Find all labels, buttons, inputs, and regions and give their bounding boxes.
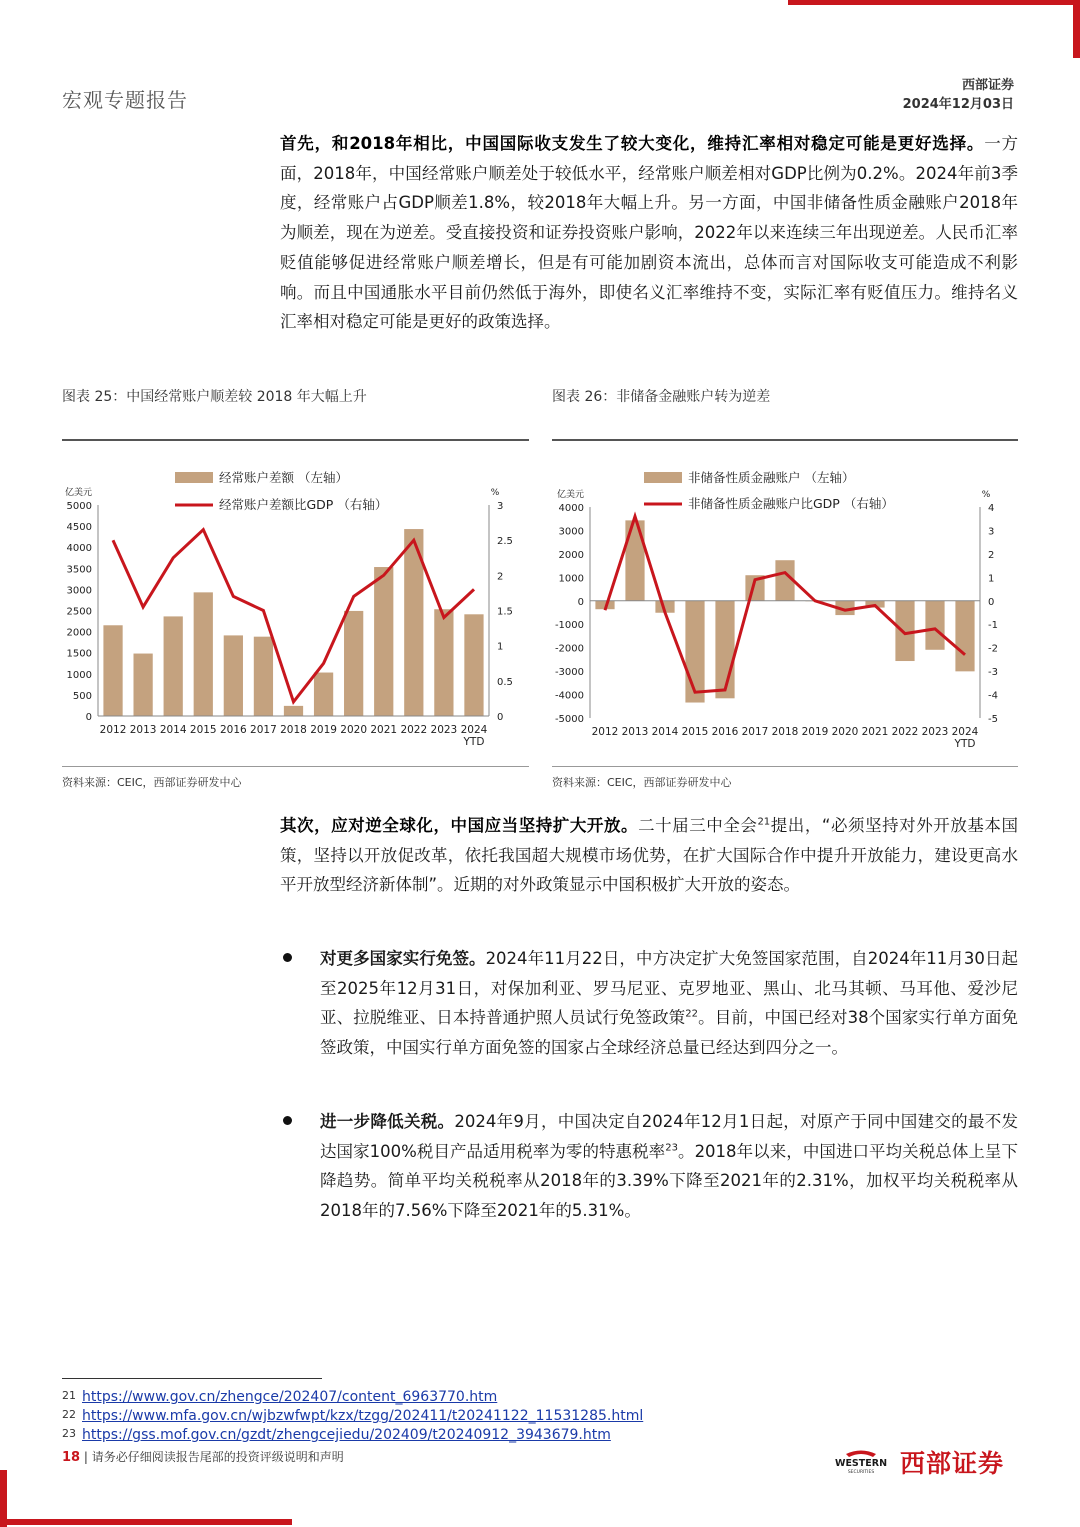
paragraph-body: 一方面，2018年，中国经常账户顺差处于较低水平，经常账户顺差相对GDP比例为0.2%。2024年前3季度，经常账户占GDP顺差1.8%，较2018年大幅上升。另一方面，中国非储备性质金融账户2018年为顺差，现在为逆差。受直接投资和证券投资账户影响，2022年以来连续三年出现逆差。人民币汇率贬值能够促进经常账户顺差增长，但是有可能加剧资本流出，总体而言对国际收支可能造成不利影响。而且中国通胀水平目前仍然低于海外，即使名义汇率维持不变，实际汇率有贬值压力。维持名义汇率相对稳定可能是更好的政策选择。 [280, 134, 1018, 332]
chart-bar [374, 567, 393, 716]
header-brand: 西部证券 [961, 78, 1014, 93]
chart-bar [194, 592, 213, 716]
bullet-body: 。目前，中国已经对38个国家实行单方面免签政策，中国实行单方面免签的国家占全球经济总量已经达到四分之一。 [320, 1008, 1019, 1058]
paragraph-body: 二十届三中全会 [638, 816, 758, 835]
figure-25-bottom-rule [62, 766, 529, 767]
x-tick-label: 2024 [951, 726, 979, 738]
x-tick-label: 2019 [310, 724, 337, 736]
footer-disclaimer: 请务必仔细阅读报告尾部的投资评级说明和声明 [91, 1450, 344, 1464]
company-logo-text: 西部证券 [900, 1449, 1005, 1478]
x-tick-label: YTD [463, 736, 485, 748]
x-tick-label: 2016 [219, 724, 247, 736]
figure-26-source: 资料来源：CEIC，西部证券研发中心 [552, 776, 732, 789]
chart-bar [133, 654, 152, 716]
x-tick-label: 2016 [711, 726, 739, 738]
footnote-ref[interactable]: 21 [757, 816, 771, 828]
x-tick-label: 2017 [741, 726, 769, 738]
x-tick-label: 2020 [340, 724, 368, 736]
y-tick-label-left: 1500 [66, 648, 92, 660]
chart-bar [625, 520, 644, 600]
x-tick-label: 2014 [159, 724, 187, 736]
x-tick-label: 2023 [921, 726, 949, 738]
page-footer [62, 1448, 344, 1465]
x-tick-label: 2022 [400, 724, 428, 736]
y-axis-right-unit: % [981, 490, 991, 500]
x-tick-label: 2022 [891, 726, 919, 738]
legend-label: 经常账户差额 （左轴） [219, 470, 348, 485]
x-tick-label: 2019 [801, 726, 829, 738]
y-tick-label-left: 4000 [66, 543, 92, 555]
y-tick-label-left: -2000 [554, 643, 584, 655]
paragraph-balance-of-payments [280, 129, 1018, 337]
report-date: 2024年12月03日 [902, 97, 1014, 112]
figure-26-top-rule [552, 439, 1018, 441]
y-tick-label-right: 0.5 [497, 676, 513, 688]
chart-bar [925, 601, 944, 650]
chart-bar [314, 673, 333, 716]
legend-label: 非储备性质金融账户 （左轴） [688, 470, 855, 485]
figure-25-top-rule [62, 439, 529, 441]
chart-bar [955, 601, 974, 672]
y-tick-label-left: -3000 [554, 667, 584, 679]
y-tick-label-right: 2 [988, 549, 995, 561]
y-tick-label-right: -5 [988, 714, 998, 725]
y-tick-label-left: 0 [85, 712, 92, 723]
footnote-number: 23 [62, 1427, 76, 1440]
chart-non-reserve-financial-account [552, 445, 1018, 763]
x-tick-label: 2024 [460, 724, 488, 736]
legend-swatch-bar [644, 472, 682, 483]
y-tick-label-left: 3000 [558, 526, 584, 538]
chart-bar [715, 601, 734, 699]
bullet-lead: 对更多国家实行免签。 [320, 949, 486, 968]
paragraph-opening-up [280, 811, 1018, 900]
x-tick-label: 2018 [280, 724, 307, 736]
footnote-divider [62, 1378, 322, 1379]
figure-25-source: 资料来源：CEIC，西部证券研发中心 [62, 776, 242, 789]
y-tick-label-left: -4000 [554, 690, 584, 702]
y-tick-label-right: -2 [988, 643, 998, 655]
x-tick-label: 2015 [189, 724, 217, 736]
y-tick-label-left: 3000 [66, 585, 92, 597]
company-logo-icon [824, 1448, 898, 1474]
y-tick-label-left: -5000 [554, 714, 584, 725]
footnote-number: 21 [62, 1389, 76, 1402]
y-tick-label-left: 4500 [66, 522, 92, 534]
footnote-link[interactable]: https://www.gov.cn/zhengce/202407/content_6963770.htm [82, 1389, 498, 1405]
y-tick-label-right: 0 [497, 712, 504, 723]
chart-bar [224, 635, 243, 716]
bullet-body: 。2018年以来，中国进口平均关税总体上呈下降趋势。简单平均关税税率从2018年的3.39%下降至2021年的2.31%，加权平均关税税率从2018年的7.56%下降至2021年的5.31%。 [320, 1141, 1018, 1221]
y-tick-label-right: 2 [497, 571, 504, 583]
footnote-23 [62, 1427, 611, 1443]
y-tick-label-right: -4 [988, 690, 998, 702]
chart-bar [464, 614, 483, 716]
x-tick-label: 2012 [99, 724, 127, 736]
y-tick-label-left: 1000 [558, 573, 584, 585]
y-tick-label-left: 4000 [558, 503, 584, 514]
y-tick-label-right: -1 [988, 620, 998, 632]
x-tick-label: 2012 [591, 726, 619, 738]
bullet-body: 2024年11月22日，中方决定扩大免签国家范围，自2024年11月30日起至2025年12月31日，对保加利亚、罗马尼亚、克罗地亚、黑山、北马其顿、马耳他、爱沙尼亚、拉脱维亚、日本持普通护照人员试行免签政策 [320, 949, 1019, 1028]
y-tick-label-left: 1000 [66, 669, 92, 681]
y-tick-label-left: 2000 [66, 627, 92, 639]
corner-decoration-top [788, 0, 1080, 5]
bullet-tariff-cut [320, 1107, 1018, 1226]
x-tick-label: 2015 [681, 726, 709, 738]
chart-bar [284, 706, 303, 716]
paragraph-lead: 其次，应对逆全球化，中国应当坚持扩大开放。 [280, 816, 639, 835]
y-tick-label-right: 0 [988, 596, 995, 608]
footer-separator: | [83, 1450, 88, 1464]
y-tick-label-left: -1000 [554, 620, 584, 632]
y-tick-label-left: 2000 [558, 549, 584, 561]
corner-decoration-top-side [1073, 0, 1080, 58]
paragraph-body: 提出，“必须坚持对外开放基本国策，坚持以开放促改革，依托我国超大规模市场优势，在扩大国际合作中提升开放能力，建设更高水平开放型经济新体制”。近期的对外政策显示中国积极扩大开放的姿态。 [280, 816, 1018, 895]
y-axis-left-unit: 亿美元 [556, 490, 584, 500]
y-tick-label-left: 500 [72, 690, 92, 702]
legend-label: 经常账户差额比GDP （右轴） [219, 497, 388, 512]
y-tick-label-right: 1.5 [497, 606, 513, 618]
bullet-visa-free [320, 944, 1018, 1063]
x-tick-label: 2021 [861, 726, 889, 738]
chart-bar [685, 601, 704, 703]
figure-25-title: 图表 25：中国经常账户顺差较 2018 年大幅上升 [62, 389, 367, 405]
chart-bar [344, 611, 363, 716]
bullet-dot-icon [283, 953, 292, 962]
footnote-link[interactable]: https://gss.mof.gov.cn/gzdt/zhengcejiedu/202409/t20240912_3943679.htm [82, 1427, 611, 1443]
y-tick-label-left: 2500 [66, 606, 92, 618]
y-axis-right-unit: % [490, 488, 500, 498]
paragraph-lead: 首先，和2018年相比，中国国际收支发生了较大变化，维持汇率相对稳定可能是更好选择。 [280, 134, 985, 153]
chart-current-account [62, 445, 529, 763]
x-tick-label: YTD [954, 738, 976, 750]
y-tick-label-right: 3 [988, 526, 995, 538]
x-tick-label: 2020 [831, 726, 859, 738]
y-tick-label-left: 3500 [66, 564, 92, 576]
y-tick-label-right: 1 [988, 573, 995, 585]
bullet-body: 2024年9月，中国决定自2024年12月1日起，对原产于同中国建交的最不发达国家100%税目产品适用税率为零的特惠税率 [320, 1112, 1018, 1161]
footnote-number: 22 [62, 1408, 76, 1421]
x-tick-label: 2013 [621, 726, 649, 738]
y-tick-label-right: -3 [988, 667, 998, 679]
y-axis-left-unit: 亿美元 [64, 488, 92, 498]
legend-swatch-bar [175, 472, 213, 483]
footnote-21 [62, 1389, 497, 1405]
y-tick-label-left: 0 [577, 596, 584, 608]
report-type-title: 宏观专题报告 [62, 88, 188, 112]
bullet-lead: 进一步降低关税。 [320, 1112, 455, 1131]
corner-decoration-bottom [0, 1519, 292, 1525]
y-tick-label-right: 1 [497, 641, 504, 653]
chart-bar [164, 616, 183, 716]
bullet-dot-icon [283, 1116, 292, 1125]
x-tick-label: 2018 [771, 726, 799, 738]
footnote-22 [62, 1408, 643, 1424]
chart-bar [895, 601, 914, 661]
chart-bar [434, 609, 453, 716]
x-tick-label: 2017 [250, 724, 277, 736]
y-tick-label-right: 2.5 [497, 536, 513, 548]
logo-english: WESTERN [834, 1458, 888, 1469]
legend-label: 非储备性质金融账户比GDP （右轴） [688, 496, 894, 511]
figure-26-bottom-rule [552, 766, 1018, 767]
y-tick-label-left: 5000 [66, 501, 92, 512]
footnote-ref[interactable]: 22 [685, 1008, 699, 1020]
logo-english-sub: SECURITIES [847, 1470, 875, 1474]
figure-26-title: 图表 26：非储备金融账户转为逆差 [552, 389, 771, 405]
chart-bar [103, 625, 122, 716]
x-tick-label: 2013 [129, 724, 157, 736]
footnote-ref[interactable]: 23 [665, 1142, 678, 1154]
y-tick-label-right: 3 [497, 501, 504, 512]
x-tick-label: 2014 [651, 726, 679, 738]
x-tick-label: 2021 [370, 724, 398, 736]
chart-bar [254, 637, 273, 716]
footnote-link[interactable]: https://www.mfa.gov.cn/wjbzwfwpt/kzx/tzgg/202411/t20241122_11531285.html [82, 1408, 644, 1424]
x-tick-label: 2023 [430, 724, 458, 736]
page-number: 18 [62, 1450, 81, 1465]
y-tick-label-right: 4 [988, 503, 995, 514]
